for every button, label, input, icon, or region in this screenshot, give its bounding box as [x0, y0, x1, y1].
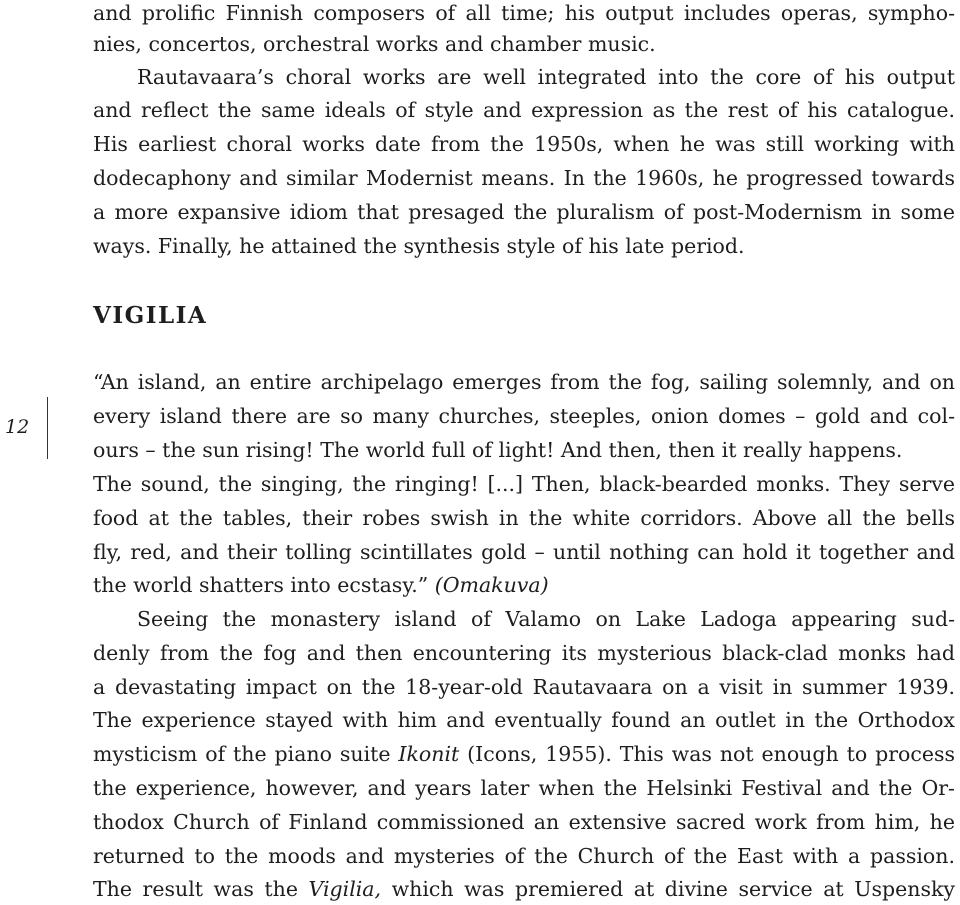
- intro-line-8: ways. Finally, he attained the synthesis style of his late period.: [93, 234, 745, 258]
- section-heading: VIGILIA: [93, 302, 208, 329]
- intro-line-1: and prolific Finnish composers of all time; his output includes operas, sympho-: [93, 1, 955, 25]
- intro-line-4: and reflect the same ideals of style and expression as the rest of his catalogue.: [93, 98, 955, 122]
- quote-line-1: “An island, an entire archipelago emerges from the fog, sailing solemnly, and on: [93, 370, 955, 394]
- body-line-9-c: which was premiered at divine service at Uspensky: [381, 877, 955, 901]
- intro-line-6: dodecaphony and similar Modernist means. In the 1960s, he progressed towards: [93, 166, 955, 190]
- body-line-1: Seeing the monastery island of Valamo on Lake Ladoga appearing sud-: [137, 607, 955, 631]
- intro-line-2: nies, concertos, orchestral works and chamber music.: [93, 32, 656, 56]
- body-line-6: the experience, however, and years later when the Helsinki Festival and the Or-: [93, 776, 955, 800]
- body-line-4: The experience stayed with him and eventually found an outlet in the Orthodox: [93, 708, 955, 732]
- page-number: 12: [5, 416, 30, 438]
- body-line-8: returned to the moods and mysteries of the Church of the East with a passion.: [93, 844, 955, 868]
- body-line-2: denly from the fog and then encountering its mysterious black-clad monks had: [93, 641, 955, 665]
- quote-end-text: the world shatters into ecstasy.”: [93, 573, 435, 597]
- body-line-3: a devastating impact on the 18-year-old Rautavaara on a visit in summer 1939.: [93, 675, 955, 699]
- body-line-7: thodox Church of Finland commissioned an extensive sacred work from him, he: [93, 810, 955, 834]
- quote-line-6: fly, red, and their tolling scintillates gold – until nothing can hold it together and: [93, 540, 955, 564]
- intro-line-5: His earliest choral works date from the 1950s, when he was still working with: [93, 132, 955, 156]
- intro-line-3: Rautavaara’s choral works are well integrated into the core of his output: [137, 65, 955, 89]
- quote-line-4: The sound, the singing, the ringing! [...] Then, black-bearded monks. They serve: [93, 472, 955, 496]
- body-line-9: [93, 876, 955, 902]
- intro-line-7: a more expansive idiom that presaged the pluralism of post-Modernism in some: [93, 200, 955, 224]
- body-line-9-a: The result was the: [93, 877, 309, 901]
- quote-line-5: food at the tables, their robes swish in the white corridors. Above all the bells: [93, 506, 955, 530]
- quote-line-3: ours – the sun rising! The world full of light! And then, then it really happens.: [93, 438, 903, 462]
- quote-line-7: [93, 572, 955, 598]
- body-line-5-a: mysticism of the piano suite: [93, 742, 399, 766]
- work-title-ikonit: Ikonit: [398, 742, 460, 766]
- quote-line-2: every island there are so many churches, steeples, onion domes – gold and col-: [93, 404, 955, 428]
- margin-rule: [47, 397, 48, 459]
- body-line-5: [93, 741, 955, 767]
- body-line-5-c: (Icons, 1955). This was not enough to process: [459, 742, 955, 766]
- work-title-vigilia: Vigilia,: [308, 877, 382, 901]
- quote-source: (Omakuva): [434, 573, 549, 597]
